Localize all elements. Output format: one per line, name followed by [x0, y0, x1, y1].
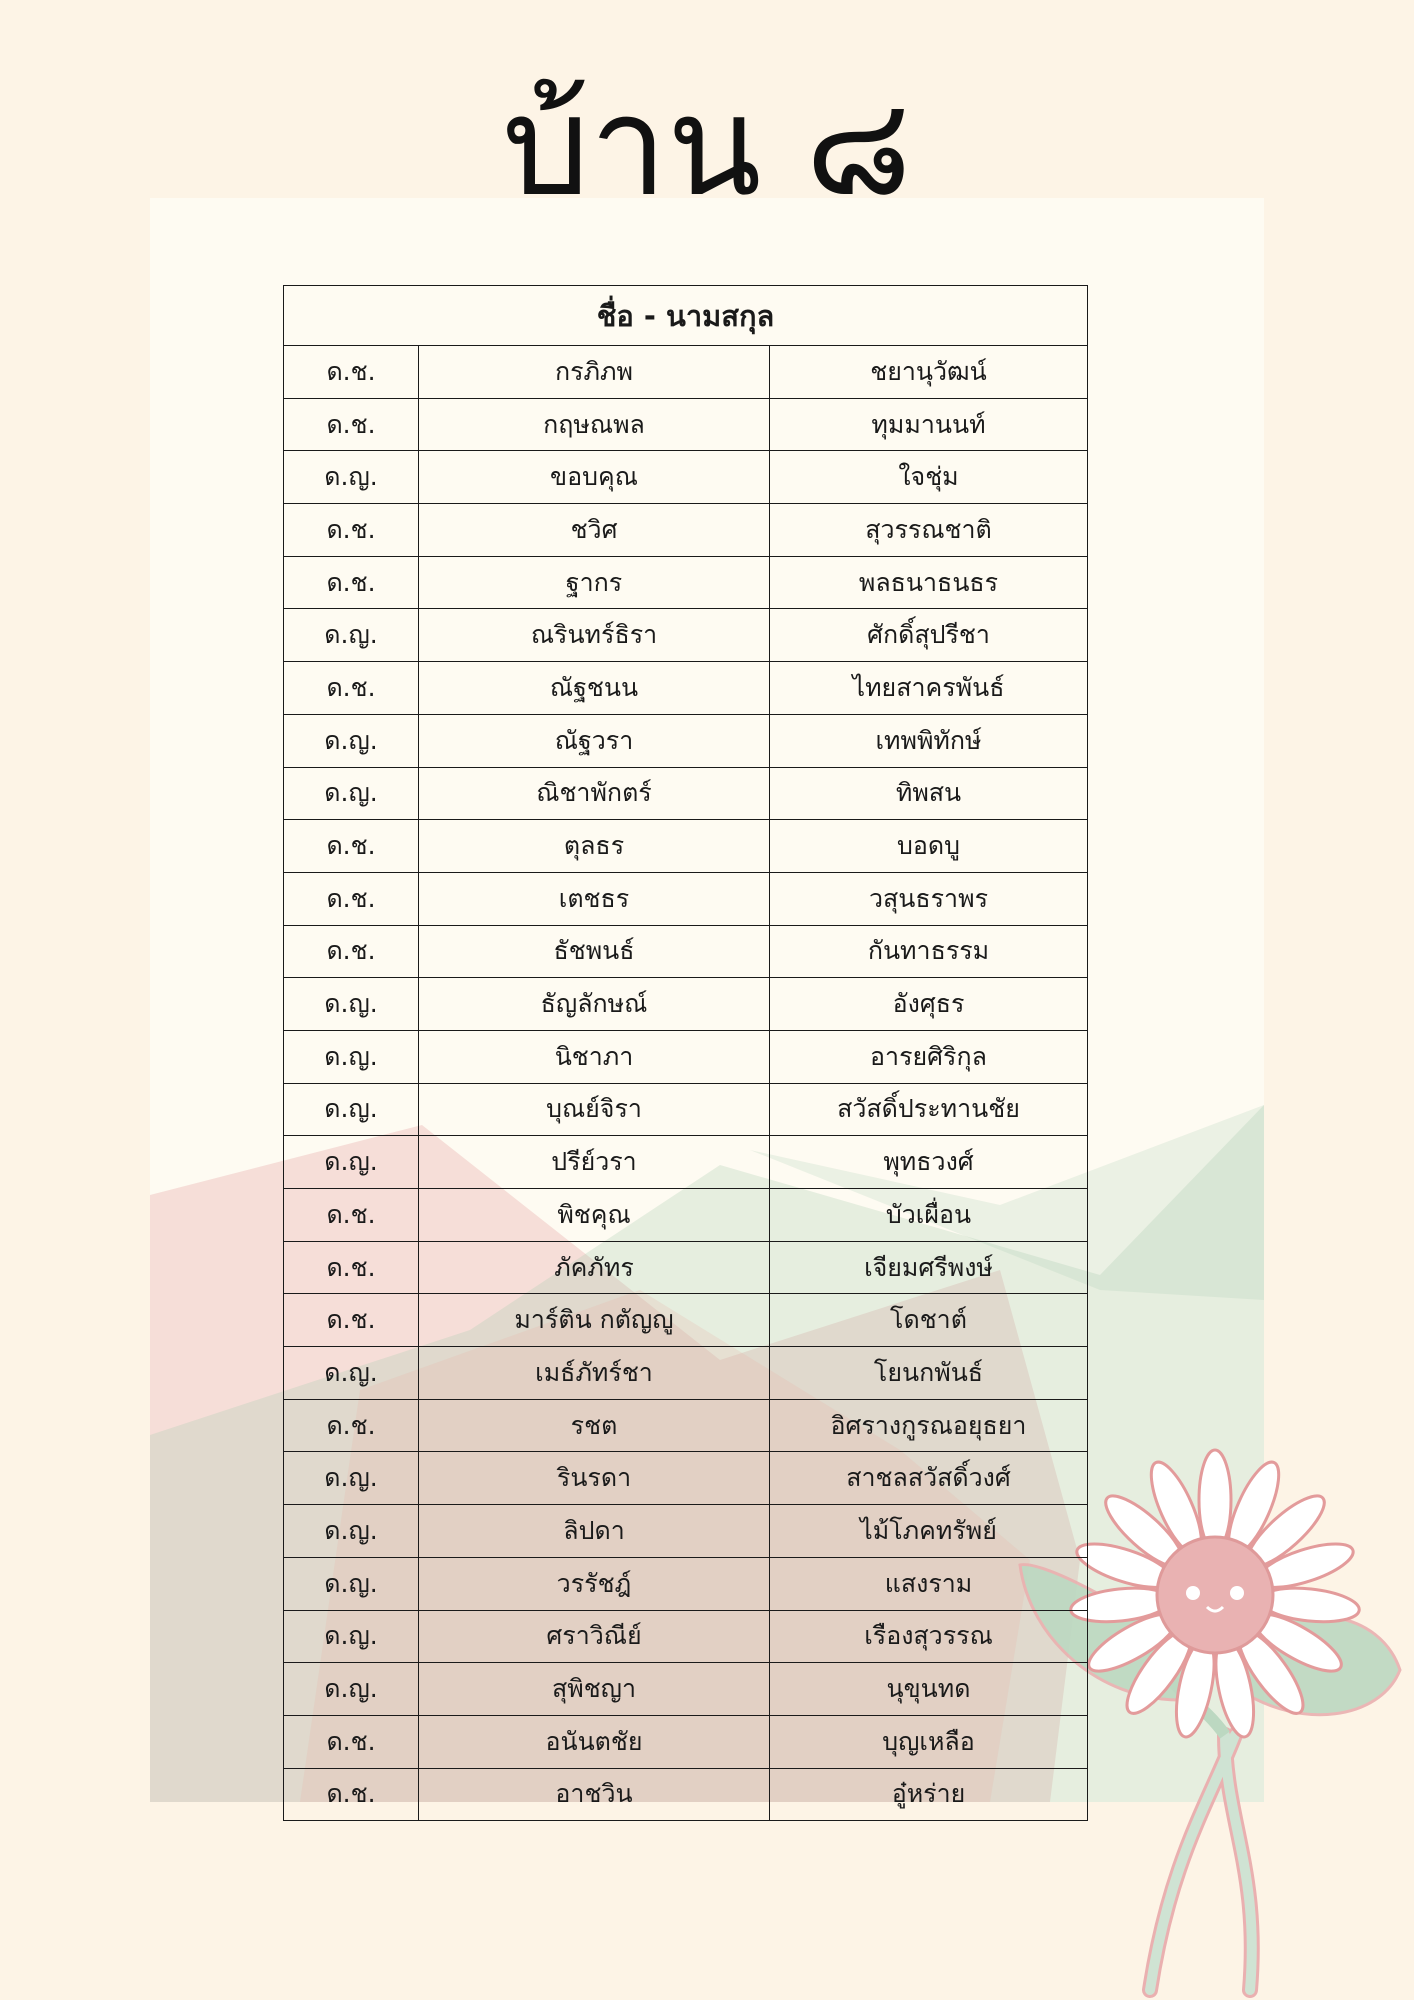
table-header-row	[284, 286, 1088, 346]
prefix-cell: ด.ช.	[284, 662, 419, 715]
first-name-cell: กฤษณพล	[419, 398, 770, 451]
prefix-cell: ด.ญ.	[284, 1136, 419, 1189]
first-name-cell: ภัคภัทร	[419, 1241, 770, 1294]
table-row	[284, 820, 1088, 873]
last-name-cell: เรืองสุวรรณ	[770, 1610, 1088, 1663]
prefix-cell: ด.ช.	[284, 872, 419, 925]
first-name-cell: รชต	[419, 1399, 770, 1452]
prefix-cell: ด.ญ.	[284, 978, 419, 1031]
last-name-cell: วสุนธราพร	[770, 872, 1088, 925]
last-name-cell: บุญเหลือ	[770, 1715, 1088, 1768]
last-name-cell: สวัสดิ์ประทานชัย	[770, 1083, 1088, 1136]
prefix-cell: ด.ช.	[284, 1294, 419, 1347]
last-name-cell: เจียมศรีพงษ์	[770, 1241, 1088, 1294]
last-name-cell: อังศุธร	[770, 978, 1088, 1031]
first-name-cell: นิชาภา	[419, 1030, 770, 1083]
first-name-cell: บุณย์จิรา	[419, 1083, 770, 1136]
last-name-cell: กันทาธรรม	[770, 925, 1088, 978]
prefix-cell: ด.ญ.	[284, 451, 419, 504]
first-name-cell: กรภิภพ	[419, 346, 770, 399]
table-row	[284, 1241, 1088, 1294]
first-name-cell: วรรัชฎ์	[419, 1557, 770, 1610]
table-row	[284, 451, 1088, 504]
table-row	[284, 1768, 1088, 1821]
first-name-cell: ฐากร	[419, 556, 770, 609]
prefix-cell: ด.ช.	[284, 1715, 419, 1768]
first-name-cell: อาชวิน	[419, 1768, 770, 1821]
table-row	[284, 1083, 1088, 1136]
table-row	[284, 398, 1088, 451]
prefix-cell: ด.ญ.	[284, 1663, 419, 1716]
last-name-cell: ศักดิ์สุปรีชา	[770, 609, 1088, 662]
prefix-cell: ด.ญ.	[284, 1347, 419, 1400]
table-row	[284, 1399, 1088, 1452]
table-row	[284, 1030, 1088, 1083]
table-row	[284, 504, 1088, 557]
page-title: บ้าน ๘	[502, 66, 912, 227]
first-name-cell: อนันตชัย	[419, 1715, 770, 1768]
last-name-cell: ทิพสน	[770, 767, 1088, 820]
table-row	[284, 1347, 1088, 1400]
last-name-cell: ใจชุ่ม	[770, 451, 1088, 504]
last-name-cell: ชยานุวัฒน์	[770, 346, 1088, 399]
table-row	[284, 1610, 1088, 1663]
prefix-cell: ด.ช.	[284, 346, 419, 399]
prefix-cell: ด.ช.	[284, 1768, 419, 1821]
first-name-cell: ขอบคุณ	[419, 451, 770, 504]
table-row	[284, 1557, 1088, 1610]
last-name-cell: ทุมมานนท์	[770, 398, 1088, 451]
prefix-cell: ด.ญ.	[284, 767, 419, 820]
last-name-cell: โดชาต์	[770, 1294, 1088, 1347]
last-name-cell: ไทยสาครพันธ์	[770, 662, 1088, 715]
first-name-cell: สุพิชญา	[419, 1663, 770, 1716]
first-name-cell: ปรีย์วรา	[419, 1136, 770, 1189]
last-name-cell: นุขุนทด	[770, 1663, 1088, 1716]
prefix-cell: ด.ญ.	[284, 1452, 419, 1505]
first-name-cell: พิชคุณ	[419, 1189, 770, 1242]
prefix-cell: ด.ช.	[284, 925, 419, 978]
table-row	[284, 1452, 1088, 1505]
first-name-cell: ณิชาพักตร์	[419, 767, 770, 820]
table-row	[284, 767, 1088, 820]
last-name-cell: บอดบู	[770, 820, 1088, 873]
first-name-cell: ลิปดา	[419, 1505, 770, 1558]
first-name-cell: ณัฐวรา	[419, 714, 770, 767]
first-name-cell: ตุลธร	[419, 820, 770, 873]
first-name-cell: ณรินทร์ธิรา	[419, 609, 770, 662]
prefix-cell: ด.ช.	[284, 1399, 419, 1452]
table-row	[284, 978, 1088, 1031]
last-name-cell: เทพพิทักษ์	[770, 714, 1088, 767]
table-row	[284, 714, 1088, 767]
last-name-cell: บัวเผื่อน	[770, 1189, 1088, 1242]
table-row	[284, 1189, 1088, 1242]
last-name-cell: พุทธวงศ์	[770, 1136, 1088, 1189]
table-row	[284, 872, 1088, 925]
table-row	[284, 1505, 1088, 1558]
name-list-table	[283, 285, 1088, 1821]
prefix-cell: ด.ช.	[284, 398, 419, 451]
last-name-cell: ไม้โภคทรัพย์	[770, 1505, 1088, 1558]
prefix-cell: ด.ญ.	[284, 1505, 419, 1558]
last-name-cell: พลธนาธนธร	[770, 556, 1088, 609]
table-header: ชื่อ - นามสกุล	[284, 286, 1088, 346]
first-name-cell: รินรดา	[419, 1452, 770, 1505]
first-name-cell: เตชธร	[419, 872, 770, 925]
table-body	[284, 346, 1088, 1821]
table-row	[284, 1294, 1088, 1347]
table-row	[284, 1715, 1088, 1768]
last-name-cell: อู๋หร่าย	[770, 1768, 1088, 1821]
prefix-cell: ด.ญ.	[284, 714, 419, 767]
table-row	[284, 1663, 1088, 1716]
table-row	[284, 609, 1088, 662]
table-row	[284, 1136, 1088, 1189]
prefix-cell: ด.ช.	[284, 1241, 419, 1294]
table-row	[284, 556, 1088, 609]
prefix-cell: ด.ช.	[284, 820, 419, 873]
prefix-cell: ด.ช.	[284, 556, 419, 609]
last-name-cell: สุวรรณชาติ	[770, 504, 1088, 557]
prefix-cell: ด.ญ.	[284, 1557, 419, 1610]
last-name-cell: อิศรางกูรณอยุธยา	[770, 1399, 1088, 1452]
first-name-cell: ธัญลักษณ์	[419, 978, 770, 1031]
first-name-cell: ธัชพนธ์	[419, 925, 770, 978]
first-name-cell: ชวิศ	[419, 504, 770, 557]
first-name-cell: ณัฐชนน	[419, 662, 770, 715]
prefix-cell: ด.ช.	[284, 504, 419, 557]
first-name-cell: มาร์ติน กตัญญู	[419, 1294, 770, 1347]
prefix-cell: ด.ญ.	[284, 1083, 419, 1136]
first-name-cell: ศราวิณีย์	[419, 1610, 770, 1663]
last-name-cell: แสงราม	[770, 1557, 1088, 1610]
prefix-cell: ด.ญ.	[284, 1610, 419, 1663]
table-row	[284, 346, 1088, 399]
prefix-cell: ด.ญ.	[284, 1030, 419, 1083]
first-name-cell: เมธ์ภัทร์ชา	[419, 1347, 770, 1400]
table-row	[284, 662, 1088, 715]
last-name-cell: อารยศิริกุล	[770, 1030, 1088, 1083]
prefix-cell: ด.ญ.	[284, 609, 419, 662]
prefix-cell: ด.ช.	[284, 1189, 419, 1242]
last-name-cell: โยนกพันธ์	[770, 1347, 1088, 1400]
table-row	[284, 925, 1088, 978]
last-name-cell: สาชลสวัสดิ์วงศ์	[770, 1452, 1088, 1505]
